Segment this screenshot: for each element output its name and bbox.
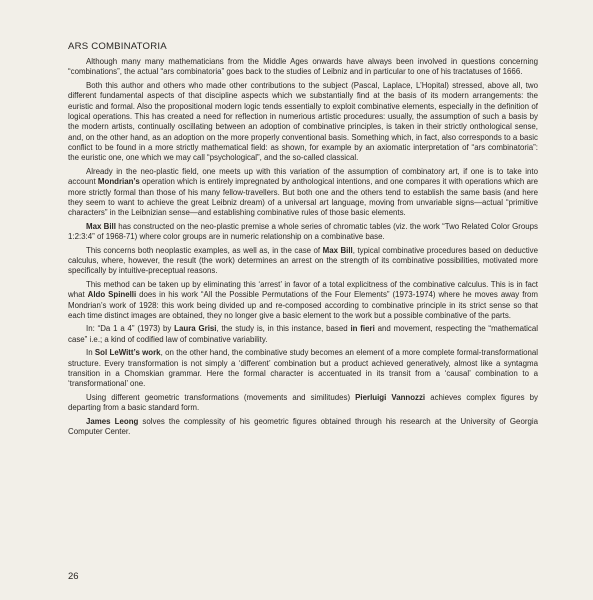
paragraph <box>68 393 538 414</box>
paragraph <box>68 81 538 164</box>
text-run: and movement, respecting the “mathematical case” i.e.; a kind of codified law of combinative variability. <box>68 324 538 344</box>
text-run: , on the other hand, the combinative study becomes an element of a more complete formal-transformational structure. Every transformation is not simply a ‘different’ combination but a product achieved generatively, almost like a syntagma transition in a Chomskian grammar. Here the formal character is accentuated in its transit from a ‘causal’ combination to a ‘transformational’ one. <box>68 348 538 389</box>
text-run: , the study is, in this instance, based <box>216 324 351 334</box>
bold-name: Max Bill <box>86 221 116 231</box>
text-run: , typical combinative procedures based on deductive calculus, where, however, the result (the work) determines an arrest on the strength of its combinative possibilities, motivated more specifically by intuitive-preceptual reasons. <box>68 245 538 276</box>
bold-name: Mondrian’s <box>97 177 140 187</box>
paragraph <box>68 417 538 438</box>
bold-name: Laura Grisi <box>174 324 217 334</box>
paragraph <box>68 280 538 321</box>
page-title: ARS COMBINATORIA <box>68 41 167 52</box>
text-run: Using different geometric transformations (movements and similitudes) <box>86 392 356 402</box>
text-run: In <box>86 348 95 358</box>
text-run: Both this author and others who made other contributions to the subject (Pascal, Laplace, L’Hopital) stressed, above all, two different fundamental aspects of that discipline aspects which we substantially find at the basis of its modern arrangements: the euristic and formal. Also the propositional modern logic tends essentially to exploit combinative elements, especially in the definition of logical operations. This has created a need for reflection in numerious artistic procedures: usually, the assumption of such a basis by the modern artists, continually oscillating between an adoption of combinative principles, is taken in their strictly onthological sense, and, on the other hand, as an adoption on the more properly conventional basis. Something which, in fact, also corresponds to a basic conflict to be found in a more strictly mathematical field: as shown, for example by an axiomatic interpretation of “ars combinatoria”: the euristic one, one which we may call “psychological”, and the so-called classical. <box>68 80 538 163</box>
body-text <box>68 57 538 437</box>
bold-name: Pierluigi Vannozzi <box>355 392 426 402</box>
paragraph <box>68 222 538 243</box>
paragraph <box>68 167 538 219</box>
bold-name: Max Bill <box>322 245 353 255</box>
bold-name: in fieri <box>350 324 375 334</box>
page-number: 26 <box>68 571 79 582</box>
text-run: Although many many mathematicians from the Middle Ages onwards have always been involved in questions concerning “combinations”, the actual “ars combinatoria” goes back to the studies of Leibniz and in particular to one of his tractatuses of 1666. <box>68 57 538 77</box>
text-run: solves the complessity of his geometric figures obtained through his research at the University of Georgia Computer Center. <box>68 416 538 437</box>
text-run: This concerns both neoplastic examples, as well as, in the case of <box>86 245 323 255</box>
text-run: Already in the neo-plastic field, one meets up with this variation of the assumption of combinatory art, if one is to take into account <box>68 166 538 187</box>
bold-name: James Leong <box>86 416 139 426</box>
text-run: does in his work “All the Possible Permutations of the Four Elements” (1973-1974) where he moves away from Mondrian’s work of 1928: this work being divided up and re-composed according to combinative principle in its strict sense so that each time distinct images are obtained, they no longer give a basic element to the work but a possible combinative of the parts. <box>68 290 538 320</box>
text-run: In: “Da 1 a 4” (1973) by <box>86 324 175 334</box>
bold-name: Aldo Spinelli <box>87 290 137 300</box>
paragraph <box>68 348 538 389</box>
paragraph <box>68 324 538 345</box>
text-run: operation which is entirely impregnated by anthological intentions, and one compares it with operations which are more strictly formal than those of his many fellow-travellers. But both one and the others tend to establish the same basis (and here they seem to want to achieve the great Leibniz dream) of a universal art language, moving from unvariable signs—actual “primitive characters” in the Leibnizian sense—and establishing combinative rules of those basic elements. <box>68 177 538 218</box>
text-run: achieves complex figures by departing from a basic standard form. <box>68 392 538 413</box>
bold-name: Sol LeWitt’s work <box>94 348 161 358</box>
text-run: has constructed on the neo-plastic premise a whole series of chromatic tables (viz. the work “Two Related Color Groups 1:2:3:4” of 1968-71) where color groups are in numeric relationship on a combinative base. <box>68 221 538 242</box>
paragraph <box>68 246 538 277</box>
paragraph <box>68 57 538 78</box>
text-run: This method can be taken up by eliminating this ‘arrest’ in favor of a total explicitness of the combinative calculus. This is in fact what <box>68 279 538 300</box>
article <box>68 41 538 441</box>
